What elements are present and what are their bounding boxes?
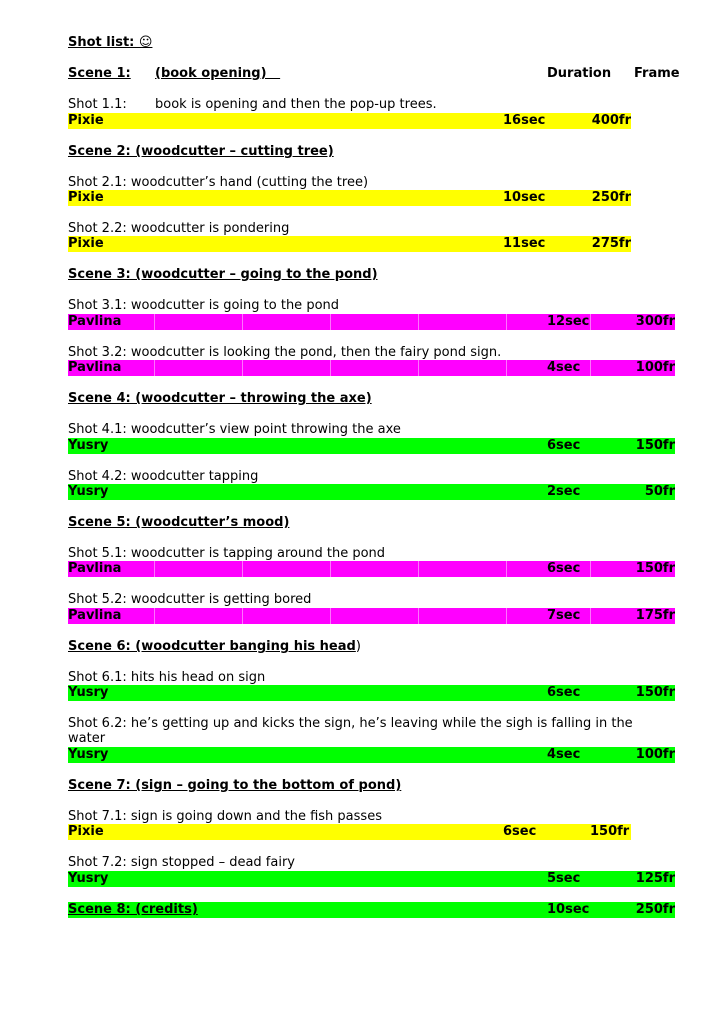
- shot-1-1-number: Shot 1.1:: [68, 97, 127, 112]
- duration-value: 6sec: [547, 438, 581, 453]
- frame-value: 150fr: [635, 438, 675, 453]
- shot-2-2-assignment-bar: [68, 236, 631, 252]
- cell-separator: [154, 360, 155, 376]
- shot-7-2-description: Shot 7.2: sign stopped – dead fairy: [68, 855, 296, 870]
- assignee-name: Yusry: [68, 484, 109, 499]
- frame-value: 275fr: [591, 236, 631, 251]
- cell-separator: [590, 314, 591, 330]
- scene-8-credits-bar: [68, 902, 675, 918]
- duration-value: 5sec: [547, 871, 581, 886]
- scene-6-title: Scene 6: (woodcutter banging his head: [68, 639, 356, 654]
- shot-4-1-description: Shot 4.1: woodcutter’s view point throwing the axe: [68, 422, 401, 437]
- cell-separator: [506, 608, 507, 624]
- frame-value: 100fr: [635, 747, 675, 762]
- duration-value: 6sec: [547, 685, 581, 700]
- frame-value: 50fr: [644, 484, 675, 499]
- shot-1-1-assignment-bar: [68, 113, 631, 129]
- scene-8-heading: Scene 8: (credits): [68, 902, 198, 917]
- assignee-name: Pavlina: [68, 608, 122, 623]
- frame-value: 175fr: [635, 608, 675, 623]
- assignee-name: Yusry: [68, 747, 109, 762]
- frame-value: 250fr: [635, 902, 675, 917]
- shot-3-2-description: Shot 3.2: woodcutter is looking the pond, then the fairy pond sign.: [68, 345, 502, 360]
- cell-separator: [506, 360, 507, 376]
- shot-5-2-assignment-bar: [68, 608, 675, 624]
- cell-separator: [590, 561, 591, 577]
- shot-7-2-assignment-bar: [68, 871, 675, 887]
- duration-value: 4sec: [547, 360, 581, 375]
- frame-value: 250fr: [591, 190, 631, 205]
- cell-separator: [330, 608, 331, 624]
- shot-6-1-assignment-bar: [68, 685, 675, 701]
- shot-7-1-description: Shot 7.1: sign is going down and the fish passes: [68, 809, 382, 824]
- shot-6-2-description-line-2: water: [68, 731, 106, 746]
- duration-value: 10sec: [503, 190, 546, 205]
- shot-4-1-assignment-bar: [68, 438, 675, 454]
- shot-5-1-assignment-bar: [68, 561, 675, 577]
- cell-separator: [242, 561, 243, 577]
- shot-3-1-assignment-bar: [68, 314, 675, 330]
- cell-separator: [418, 360, 419, 376]
- cell-separator: [418, 314, 419, 330]
- cell-separator: [242, 314, 243, 330]
- duration-value: 2sec: [547, 484, 581, 499]
- cell-separator: [154, 561, 155, 577]
- cell-separator: [242, 360, 243, 376]
- shot-1-1-description: book is opening and then the pop-up trees.: [155, 97, 437, 112]
- frame-value: 125fr: [635, 871, 675, 886]
- duration-value: 4sec: [547, 747, 581, 762]
- assignee-name: Pavlina: [68, 314, 122, 329]
- assignee-name: Pixie: [68, 824, 104, 839]
- cell-separator: [590, 608, 591, 624]
- frame-value: 400fr: [591, 113, 631, 128]
- shot-3-1-description: Shot 3.1: woodcutter is going to the pond: [68, 298, 340, 313]
- shot-4-2-description: Shot 4.2: woodcutter tapping: [68, 469, 259, 484]
- duration-value: 16sec: [503, 113, 546, 128]
- assignee-name: Yusry: [68, 685, 109, 700]
- cell-separator: [506, 314, 507, 330]
- assignee-name: Yusry: [68, 438, 109, 453]
- scene-1-title: (book opening): [155, 66, 281, 81]
- cell-separator: [330, 360, 331, 376]
- shot-2-1-assignment-bar: [68, 190, 631, 206]
- frame-value: 150fr: [635, 685, 675, 700]
- assignee-name: Pavlina: [68, 360, 122, 375]
- shot-5-2-description: Shot 5.2: woodcutter is getting bored: [68, 592, 312, 607]
- scene-6-closing-paren: ): [355, 639, 361, 654]
- shot-6-2-description-line-1: Shot 6.2: he’s getting up and kicks the sign, he’s leaving while the sigh is falling in the: [68, 716, 633, 731]
- cell-separator: [242, 608, 243, 624]
- assignee-name: Yusry: [68, 871, 109, 886]
- duration-value: 6sec: [547, 561, 581, 576]
- shot-6-2-assignment-bar: [68, 747, 675, 763]
- cell-separator: [330, 561, 331, 577]
- assignee-name: Pixie: [68, 190, 104, 205]
- assignee-name: Pavlina: [68, 561, 122, 576]
- scene-4-heading: Scene 4: (woodcutter – throwing the axe): [68, 391, 372, 406]
- duration-value: 7sec: [547, 608, 581, 623]
- scene-6-heading: [68, 639, 361, 655]
- cell-separator: [154, 608, 155, 624]
- scene-7-heading: Scene 7: (sign – going to the bottom of pond): [68, 778, 402, 793]
- frame-value: 150fr: [635, 561, 675, 576]
- shot-2-2-description: Shot 2.2: woodcutter is pondering: [68, 221, 290, 236]
- duration-value: 6sec: [503, 824, 537, 839]
- duration-value: 10sec: [547, 902, 590, 917]
- duration-column-header: Duration: [547, 66, 612, 81]
- duration-value: 12sec: [547, 314, 590, 329]
- shot-2-1-description: Shot 2.1: woodcutter’s hand (cutting the tree): [68, 175, 369, 190]
- shot-7-1-assignment-bar: [68, 824, 631, 840]
- scene-2-heading: Scene 2: (woodcutter – cutting tree): [68, 144, 334, 159]
- cell-separator: [154, 314, 155, 330]
- assignee-name: Pixie: [68, 236, 104, 251]
- cell-separator: [506, 561, 507, 577]
- shot-3-2-assignment-bar: [68, 360, 675, 376]
- assignee-name: Pixie: [68, 113, 104, 128]
- cell-separator: [590, 360, 591, 376]
- scene-5-heading: Scene 5: (woodcutter’s mood): [68, 515, 290, 530]
- cell-separator: [330, 314, 331, 330]
- scene-1-label: Scene 1:: [68, 66, 131, 81]
- cell-separator: [418, 561, 419, 577]
- document-title: Shot list: ☺: [68, 35, 153, 50]
- frame-value: 100fr: [635, 360, 675, 375]
- frame-column-header: Frame: [634, 66, 680, 81]
- shot-6-1-description: Shot 6.1: hits his head on sign: [68, 670, 266, 685]
- frame-value: 300fr: [635, 314, 675, 329]
- scene-3-heading: Scene 3: (woodcutter – going to the pond): [68, 267, 378, 282]
- duration-value: 11sec: [503, 236, 546, 251]
- shot-4-2-assignment-bar: [68, 484, 675, 500]
- frame-value: 150fr: [590, 824, 630, 839]
- cell-separator: [418, 608, 419, 624]
- shot-5-1-description: Shot 5.1: woodcutter is tapping around the pond: [68, 546, 386, 561]
